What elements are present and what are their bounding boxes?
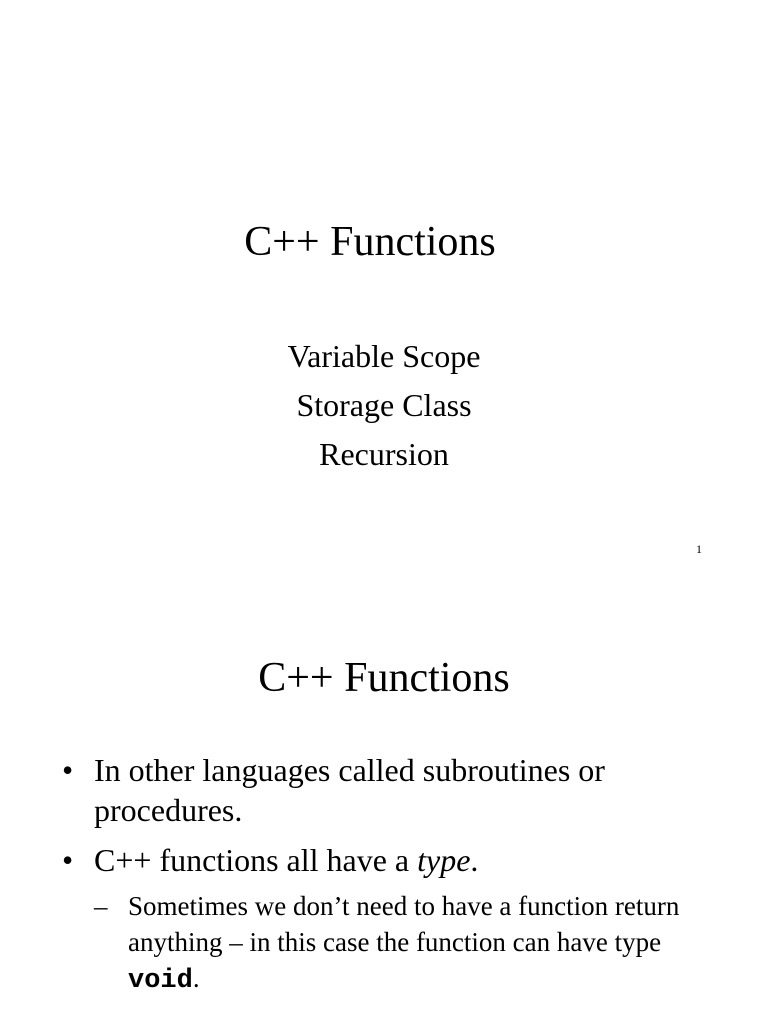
- code-keyword-void: void: [128, 966, 193, 996]
- slide-1-title: C++ Functions: [244, 219, 496, 265]
- bullet-item: [62, 840, 722, 880]
- slide-2-title: C++ Functions: [258, 655, 510, 701]
- slide-2: [0, 580, 768, 1024]
- bullet-text: [94, 842, 478, 878]
- sub-bullet-text-suffix: .: [192, 963, 200, 993]
- bullet-text: In other languages called subroutines or procedures.: [94, 752, 605, 828]
- dash-icon: –: [94, 891, 108, 921]
- slide-1-subtitle-list: [0, 332, 768, 479]
- subtitle-storage-class: Storage Class: [296, 387, 472, 423]
- sub-bullet-item: [94, 888, 722, 999]
- bullet-item: [62, 750, 722, 830]
- page-number: 1: [696, 542, 702, 556]
- sub-bullet-text-prefix: Sometimes we don’t need to have a function return anything – in this case the function can have type: [128, 891, 680, 957]
- bullet-icon: •: [62, 842, 74, 878]
- bullet-text-emphasis: type: [417, 842, 471, 878]
- bullet-list: [62, 750, 722, 999]
- sub-bullet-text: [128, 891, 680, 996]
- subtitle-recursion: Recursion: [319, 436, 449, 472]
- subtitle-variable-scope: Variable Scope: [287, 338, 481, 374]
- bullet-icon: •: [62, 752, 74, 788]
- bullet-text-prefix: C++ functions all have a: [94, 842, 418, 878]
- bullet-text-suffix: .: [470, 842, 479, 878]
